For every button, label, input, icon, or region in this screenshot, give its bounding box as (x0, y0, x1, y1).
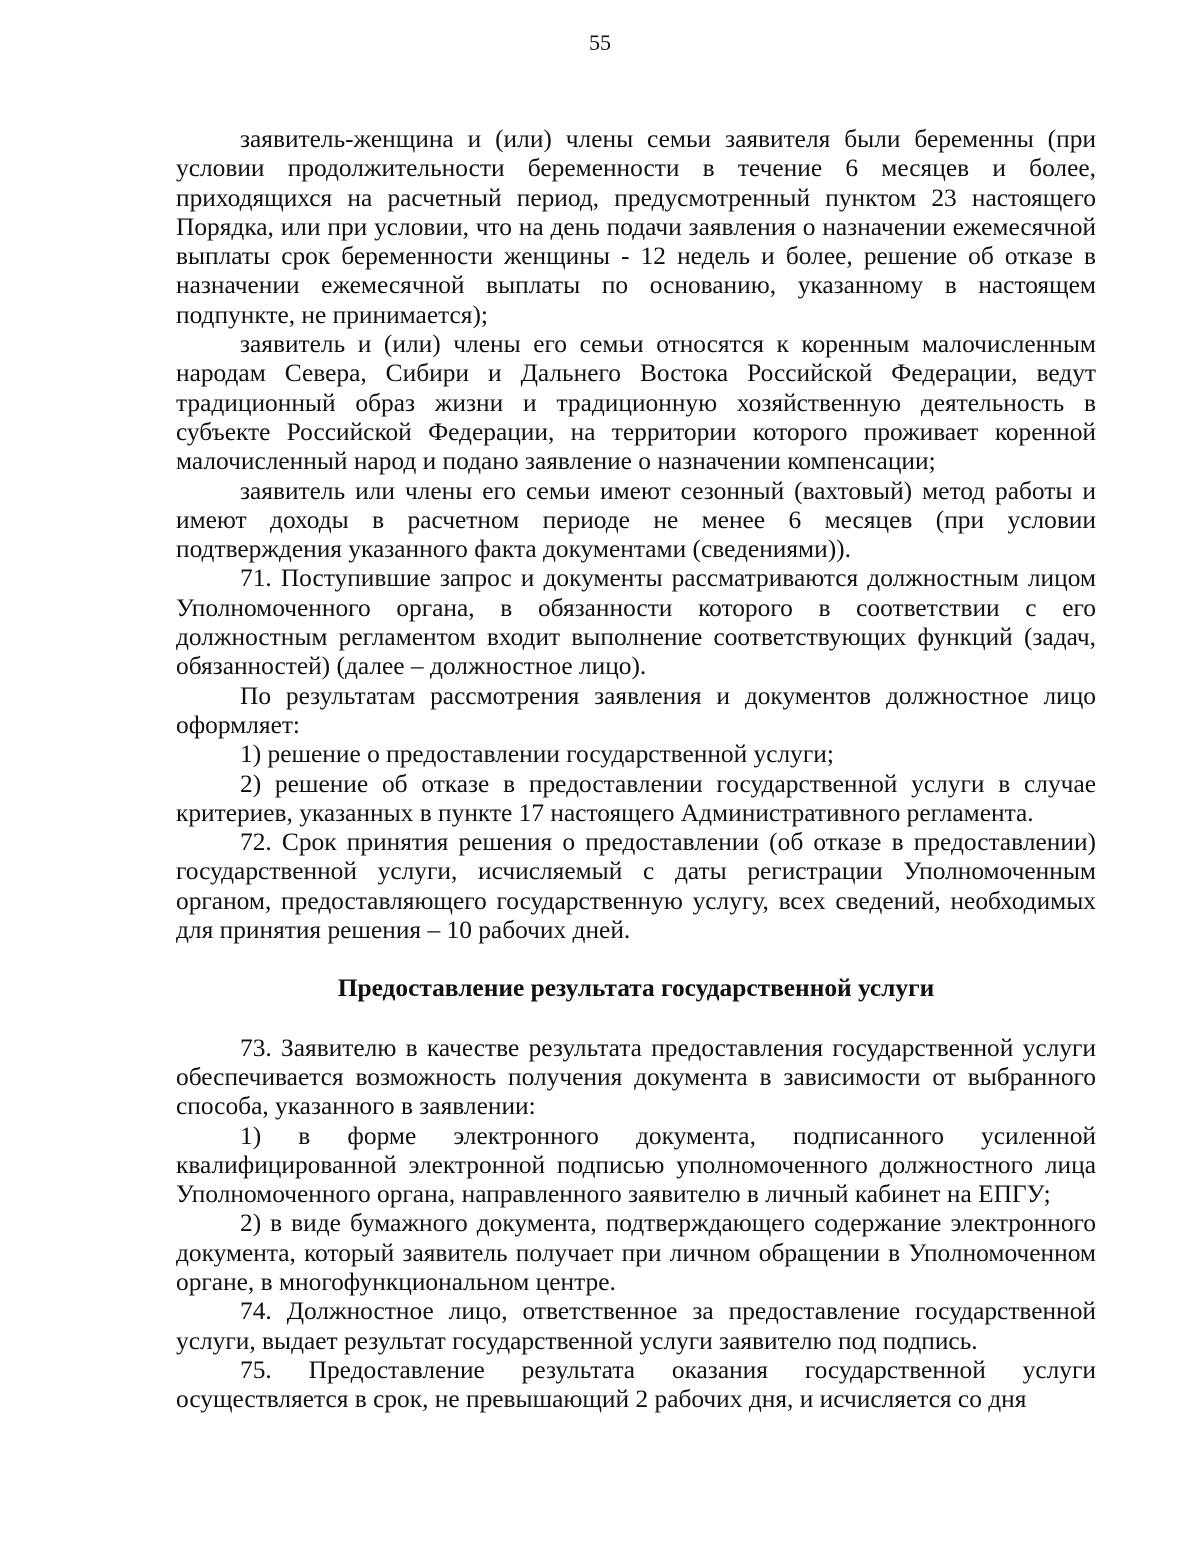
paragraph-indigenous-peoples: заявитель и (или) члены его семьи относятся к коренным малочисленным народам Севера, Сибири и Дальнего Востока Российской Федерации, ведут традиционный образ жизни и традиционную хозяйственную деятельность в субъекте Российской Федерации, на территории которого проживает коренной малочисленный народ и подано заявление о назначении компенсации; (176, 330, 1096, 476)
list-item-electronic-document: 1) в форме электронного документа, подписанного усиленной квалифицированной электронной подписью уполномоченного должностного лица Уполномоченного органа, направленного заявителю в личный кабинет на ЕПГУ; (176, 1121, 1096, 1209)
document-body (176, 125, 1096, 1414)
paragraph-71: 71. Поступившие запрос и документы рассматриваются должностным лицом Уполномоченного органа, в обязанности которого в соответствии с его должностным регламентом входит выполнение соответствующих функций (задач, обязанностей) (далее – должностное лицо). (176, 564, 1096, 681)
paragraph-73: 73. Заявителю в качестве результата предоставления государственной услуги обеспечивается возможность получения документа в зависимости от выбранного способа, указанного в заявлении: (176, 1033, 1096, 1121)
paragraph-75: 75. Предоставление результата оказания государственной услуги осуществляется в срок, не превышающий 2 рабочих дня, и исчисляется со дня (176, 1355, 1096, 1414)
page-number: 55 (589, 30, 611, 55)
section-heading: Предоставление результата государственной услуги (337, 974, 935, 1003)
list-item-paper-document: 2) в виде бумажного документа, подтверждающего содержание электронного документа, который заявитель получает при личном обращении в Уполномоченном органе, в многофункциональном центре. (176, 1209, 1096, 1296)
paragraph-74: 74. Должностное лицо, ответственное за предоставление государственной услуги, выдает результат государственной услуги заявителю под подпись. (176, 1297, 1096, 1355)
paragraph-review-results: По результатам рассмотрения заявления и документов должностное лицо оформляет: (176, 681, 1096, 739)
list-item-decision-refusal: 2) решение об отказе в предоставлении государственной услуги в случае критериев, указанных в пункте 17 настоящего Административного регламента. (176, 769, 1096, 827)
paragraph-pregnancy-condition: заявитель-женщина и (или) члены семьи заявителя были беременны (при условии продолжительности беременности в течение 6 месяцев и более, приходящихся на расчетный период, предусмотренный пунктом 23 настоящего Порядка, или при условии, что на день подачи заявления о назначении ежемесячной выплаты срок беременности женщины - 12 недель и более, решение об отказе в назначении ежемесячной выплаты по основанию, указанному в настоящем подпункте, не принимается); (176, 125, 1096, 329)
paragraph-seasonal-work: заявитель или члены его семьи имеют сезонный (вахтовый) метод работы и имеют доходы в расчетном периоде не менее 6 месяцев (при условии подтверждения указанного факта документами (сведениями)). (176, 476, 1096, 564)
list-item-decision-grant: 1) решение о предоставлении государственной услуги; (240, 740, 834, 769)
paragraph-72: 72. Срок принятия решения о предоставлении (об отказе в предоставлении) государственной услуги, исчисляемый с даты регистрации Уполномоченным органом, предоставляющего государственную услугу, всех сведений, необходимых для принятия решения – 10 рабочих дней. (176, 828, 1096, 945)
